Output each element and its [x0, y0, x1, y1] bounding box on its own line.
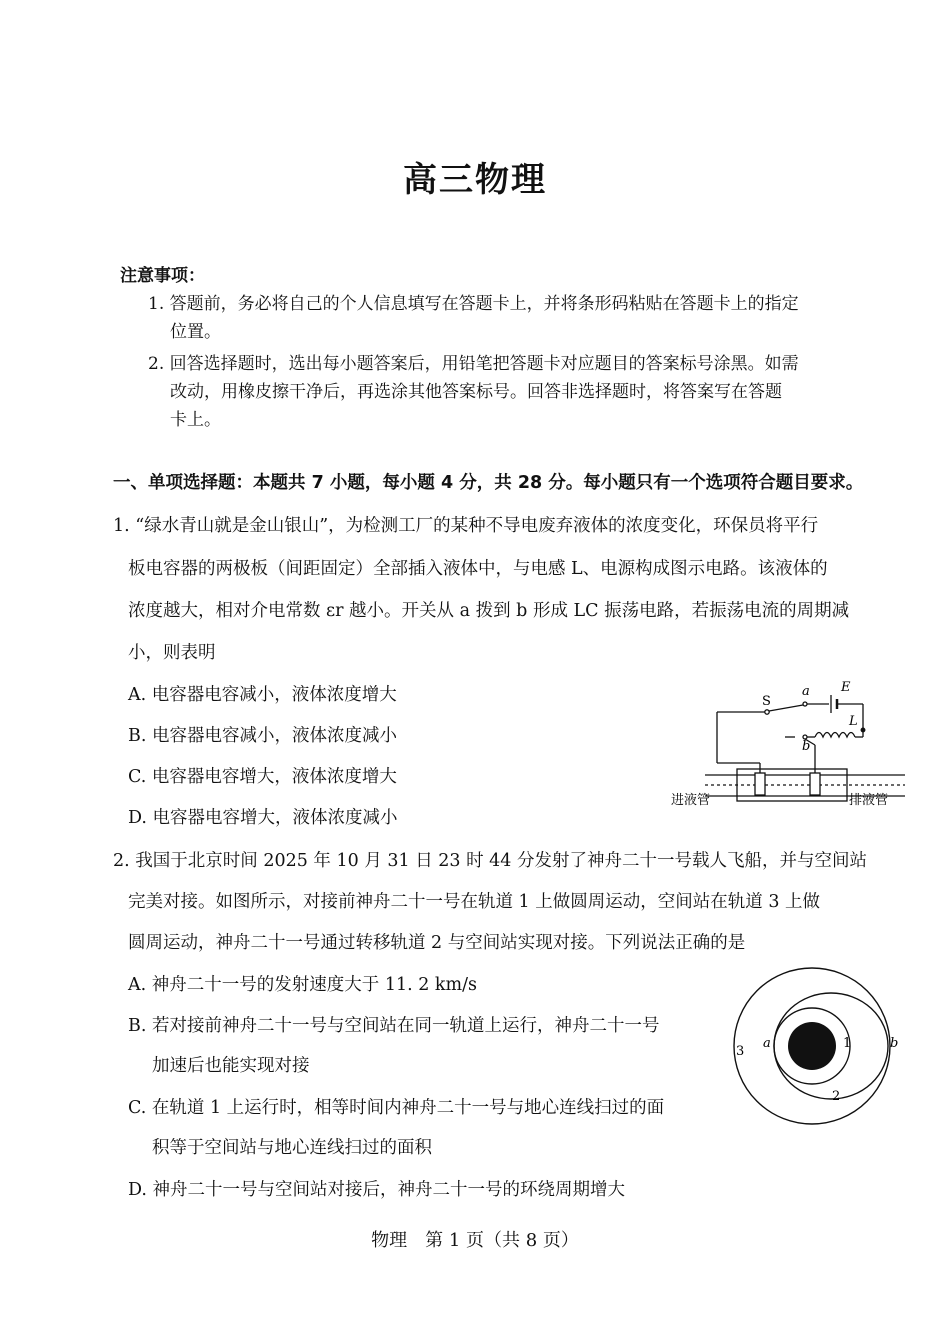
- orbit-2-label: 2: [832, 1089, 841, 1104]
- lc-circuit-figure: [665, 675, 905, 810]
- orbit-figure: [720, 960, 910, 1130]
- q1-option-b: B. 电容器电容减小，液体浓度减小: [128, 726, 397, 746]
- q2-line-1: 2. 我国于北京时间 2025 年 10 月 31 日 23 时 44 分发射了神舟二十一号载人飞船，并与空间站: [113, 851, 867, 871]
- q1-line-1: 1. “绿水青山就是金山银山”，为检测工厂的某种不导电废弃液体的浓度变化，环保员将平行: [113, 516, 819, 536]
- q2-option-d: D. 神舟二十一号与空间站对接后，神舟二十一号的环绕周期增大: [128, 1180, 626, 1200]
- orbit-3-label: 3: [736, 1044, 745, 1059]
- q2-line-2: 完美对接。如图所示，对接前神舟二十一号在轨道 1 上做圆周运动，空间站在轨道 3 上做: [128, 892, 821, 912]
- q1-line-4: 小，则表明: [128, 643, 216, 663]
- q1-option-d: D. 电容器电容增大，液体浓度减小: [128, 808, 398, 828]
- q2-option-c-line-1: C. 在轨道 1 上运行时，相等时间内神舟二十一号与地心连线扫过的面: [128, 1098, 665, 1118]
- q1-line-2: 板电容器的两极板（间距固定）全部插入液体中，与电感 L、电源构成图示电路。该液体的: [128, 559, 828, 579]
- q1-line-3: 浓度越大，相对介电常数 εr 越小。开关从 a 拨到 b 形成 LC 振荡电路，若振荡电流的周期减: [128, 601, 850, 621]
- notice-heading: 注意事项：: [120, 266, 205, 286]
- inductor-label: L: [849, 714, 858, 729]
- q2-line-3: 圆周运动，神舟二十一号通过转移轨道 2 与空间站实现对接。下列说法正确的是: [128, 933, 746, 953]
- q2-option-b-line-2: 加速后也能实现对接: [152, 1056, 310, 1076]
- notice-item-1-line-2: 位置。: [170, 322, 221, 342]
- earth-icon: [788, 1022, 836, 1070]
- q1-option-c: C. 电容器电容增大，液体浓度增大: [128, 767, 397, 787]
- notice-item-2-line-2: 改动，用橡皮擦干净后，再选涂其他答案标号。回答非选择题时，将答案写在答题: [170, 382, 782, 402]
- notice-item-1-line-1: 1. 答题前，务必将自己的个人信息填写在答题卡上，并将条形码粘贴在答题卡上的指定: [148, 294, 799, 314]
- point-a-label: a: [763, 1036, 771, 1051]
- point-b-label: b: [890, 1036, 899, 1051]
- terminal-a-label: a: [802, 684, 810, 699]
- q2-option-a: A. 神舟二十一号的发射速度大于 11. 2 km/s: [128, 975, 477, 995]
- inlet-pipe-label: 进液管: [671, 793, 711, 808]
- notice-item-2-line-1: 2. 回答选择题时，选出每小题答案后，用铅笔把答题卡对应题目的答案标号涂黑。如需: [148, 354, 799, 374]
- notice-item-2-line-3: 卡上。: [170, 410, 221, 430]
- outlet-pipe-label: 排液管: [849, 793, 889, 808]
- q2-option-b-line-1: B. 若对接前神舟二十一号与空间站在同一轨道上运行，神舟二十一号: [128, 1016, 660, 1036]
- page-title: 高三物理: [403, 160, 547, 200]
- orbit-1-label: 1: [843, 1036, 852, 1051]
- terminal-b-label: b: [802, 739, 811, 754]
- page-footer: 物理 第 1 页（共 8 页）: [371, 1230, 579, 1251]
- section-heading: 一、单项选择题：本题共 7 小题，每小题 4 分，共 28 分。每小题只有一个选项符合题目要求。: [113, 473, 864, 493]
- q1-option-a: A. 电容器电容减小，液体浓度增大: [128, 685, 397, 705]
- battery-label: E: [841, 680, 851, 695]
- switch-label: S: [762, 694, 771, 709]
- q2-option-c-line-2: 积等于空间站与地心连线扫过的面积: [152, 1138, 432, 1158]
